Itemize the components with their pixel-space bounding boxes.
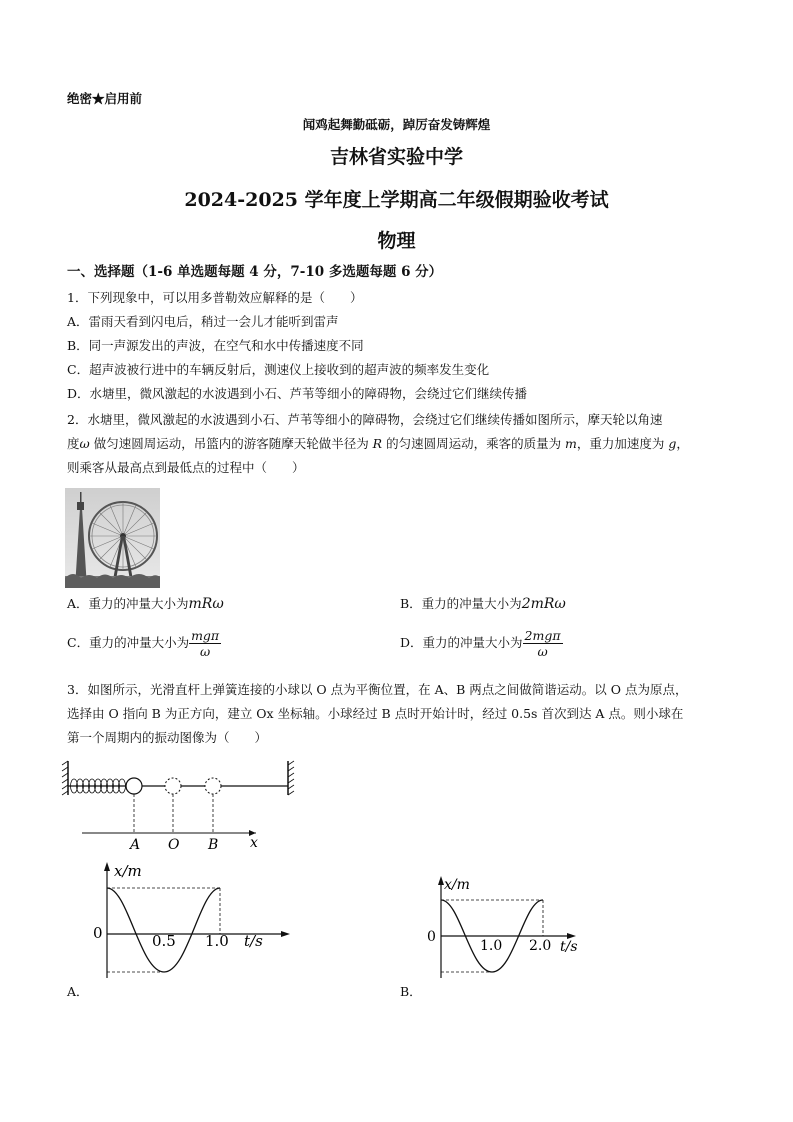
graph-a-ylabel: x/m	[114, 862, 142, 880]
motto: 闻鸡起舞勤砥砺，踔厉奋发铸辉煌	[302, 117, 491, 132]
section-heading: 一、选择题（1-6 单选题每题 4 分，7-10 多选题每题 6 分）	[67, 264, 443, 280]
secret-mark: 绝密★启用前	[67, 91, 143, 106]
q1-option-d: D．水塘里，微风激起的水波遇到小石、芦苇等细小的障碍物，会绕过它们继续传播	[67, 386, 528, 401]
q3-stem-line1: 3．如图所示，光滑直杆上弹簧连接的小球以 O 点为平衡位置，在 A、B 两点之间做简谐运动。以 O 点为原点，	[67, 682, 688, 697]
axis-label-a: A	[130, 837, 141, 853]
q2-option-a: A．重力的冲量大小为mRω	[67, 596, 224, 612]
axis-label-b: B	[208, 837, 219, 853]
q1-stem: 1．下列现象中，可以用多普勒效应解释的是（ ）	[67, 290, 363, 305]
q1-option-b: B．同一声源发出的声波，在空气和水中传播速度不同	[67, 338, 364, 353]
graph-option-a	[60, 858, 300, 983]
q2-option-b: B．重力的冲量大小为2mRω	[400, 596, 566, 612]
ferris-wheel-photo	[65, 488, 160, 588]
question-2	[67, 408, 737, 480]
subject-title: 物理	[377, 230, 416, 252]
spring-oscillator-diagram	[60, 755, 300, 855]
q2-stem-line3: 则乘客从最高点到最低点的过程中（ ）	[67, 460, 305, 475]
q3-stem-line2: 选择由 O 指向 B 为正方向，建立 Ox 坐标轴。小球经过 B 点时开始计时，经过 0.5s 首次到达 A 点。则小球在	[67, 706, 684, 721]
question-1	[67, 286, 737, 406]
exam-title: 2024-2025 学年度上学期高二年级假期验收考试	[184, 189, 609, 211]
q1-option-a: A．雷雨天看到闪电后，稍过一会儿才能听到雷声	[67, 314, 339, 329]
q2-stem-line1: 2．水塘里，微风激起的水波遇到小石、芦苇等细小的障碍物，会绕过它们继续传播如图所示，摩天轮以角速	[67, 412, 663, 427]
q2-option-c: C．重力的冲量大小为 $\frac{\text{mgπ}}{\omega}$	[67, 628, 220, 659]
graph-b-origin: 0	[427, 929, 436, 945]
graph-a-tick-1: 0.5	[152, 932, 176, 950]
axis-label-x: x	[250, 835, 258, 851]
school-name: 吉林省实验中学	[329, 146, 463, 168]
graph-b-xlabel: t/s	[560, 939, 578, 955]
graph-b-ylabel: x/m	[444, 877, 470, 893]
graph-b-tick-1: 1.0	[480, 938, 503, 954]
graph-a-tick-2: 1.0	[205, 932, 229, 950]
q1-option-c: C．超声波被行进中的车辆反射后，测速仪上接收到的超声波的频率发生变化	[67, 362, 490, 377]
question-3	[67, 678, 737, 750]
graph-a-curve	[107, 888, 220, 972]
q2-option-d: D．重力的冲量大小为 $\frac{\text{2mgπ}}{\omega}$	[400, 628, 561, 659]
q2-stem-line2: 度ω 做匀速圆周运动，吊篮内的游客随摩天轮做半径为 R 的匀速圆周运动，乘客的质量为 m，重力加速度为 g，	[67, 436, 689, 451]
q3-stem-line3: 第一个周期内的振动图像为（ ）	[67, 730, 268, 745]
graph-a-xlabel: t/s	[244, 932, 263, 950]
axis-label-o: O	[168, 837, 180, 853]
graph-b-tick-2: 2.0	[529, 938, 552, 954]
graph-a-origin: 0	[93, 924, 103, 942]
graph-b-option-label: B．	[400, 984, 422, 999]
graph-a-option-label: A．	[67, 984, 89, 999]
graph-option-b	[400, 870, 600, 980]
